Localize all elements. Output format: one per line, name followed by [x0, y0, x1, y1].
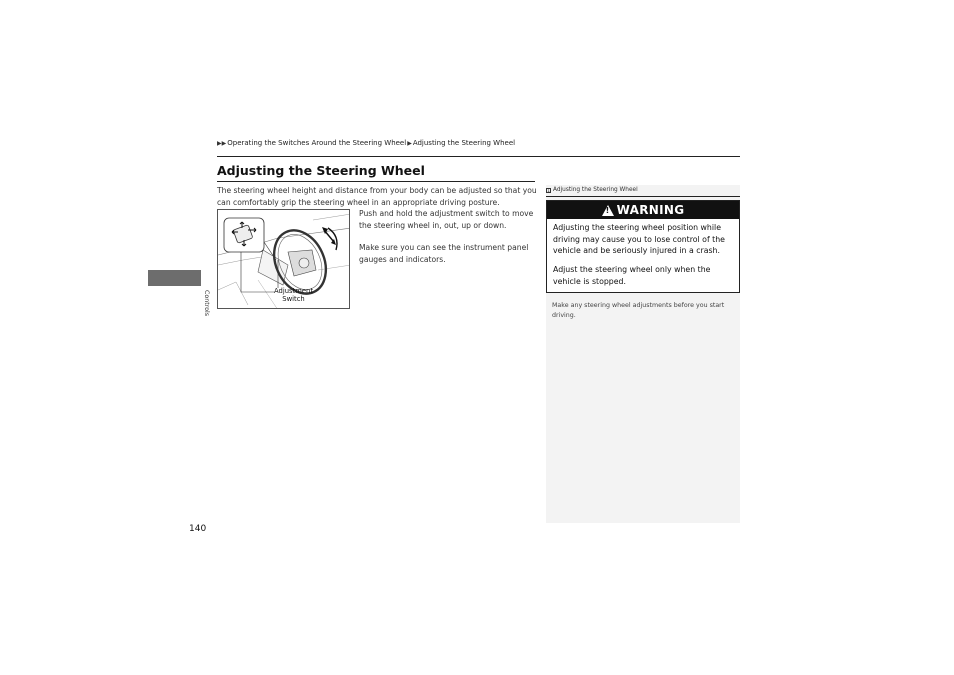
- breadcrumb-parent[interactable]: Operating the Switches Around the Steering Wheel: [227, 139, 407, 147]
- warning-text-2: Adjust the steering wheel only when the vehicle is stopped.: [553, 265, 711, 286]
- callout-line2: Switch: [282, 295, 305, 304]
- adjustment-switch-callout: [274, 287, 313, 304]
- sidebar-divider: [546, 196, 740, 197]
- warning-box: [546, 200, 740, 293]
- section-title: Adjusting the Steering Wheel: [217, 163, 425, 178]
- sidebar-header: [546, 185, 740, 195]
- page-number: 140: [189, 524, 207, 534]
- instruction-step-1: Push and hold the adjustment switch to move the steering wheel in, out, up or down.: [359, 209, 534, 230]
- breadcrumb: [217, 139, 515, 147]
- sidebar-note: Make any steering wheel adjustments before you start driving.: [552, 302, 725, 319]
- intro-paragraph: The steering wheel height and distance from your body can be adjusted so that you can comfortably grip the steering wheel in an appropriate driving posture.: [217, 186, 537, 207]
- header-divider: [217, 156, 740, 157]
- title-divider: [217, 181, 535, 182]
- steering-wheel-illustration: [217, 209, 350, 309]
- breadcrumb-current: Adjusting the Steering Wheel: [412, 139, 516, 147]
- warning-text-1: Adjusting the steering wheel position while driving may cause you to lose control of the vehicle and be seriously injured in a crash.: [553, 223, 725, 256]
- chapter-tab-label: Controls: [203, 290, 210, 317]
- sidebar-header-text: Adjusting the Steering Wheel: [553, 187, 638, 193]
- warning-banner: [547, 201, 739, 219]
- instructions: [359, 208, 539, 276]
- warning-label: WARNING: [616, 203, 685, 217]
- chapter-tab[interactable]: [148, 270, 201, 286]
- instruction-step-2: Make sure you can see the instrument panel gauges and indicators.: [359, 243, 529, 264]
- callout-line1: Adjustment: [274, 287, 314, 295]
- breadcrumb-separator-icon: ▶: [407, 139, 412, 147]
- breadcrumb-arrow-icon: ▶▶: [217, 139, 227, 147]
- warning-triangle-icon: !: [602, 205, 614, 216]
- note-reference-icon: 1: [547, 187, 550, 193]
